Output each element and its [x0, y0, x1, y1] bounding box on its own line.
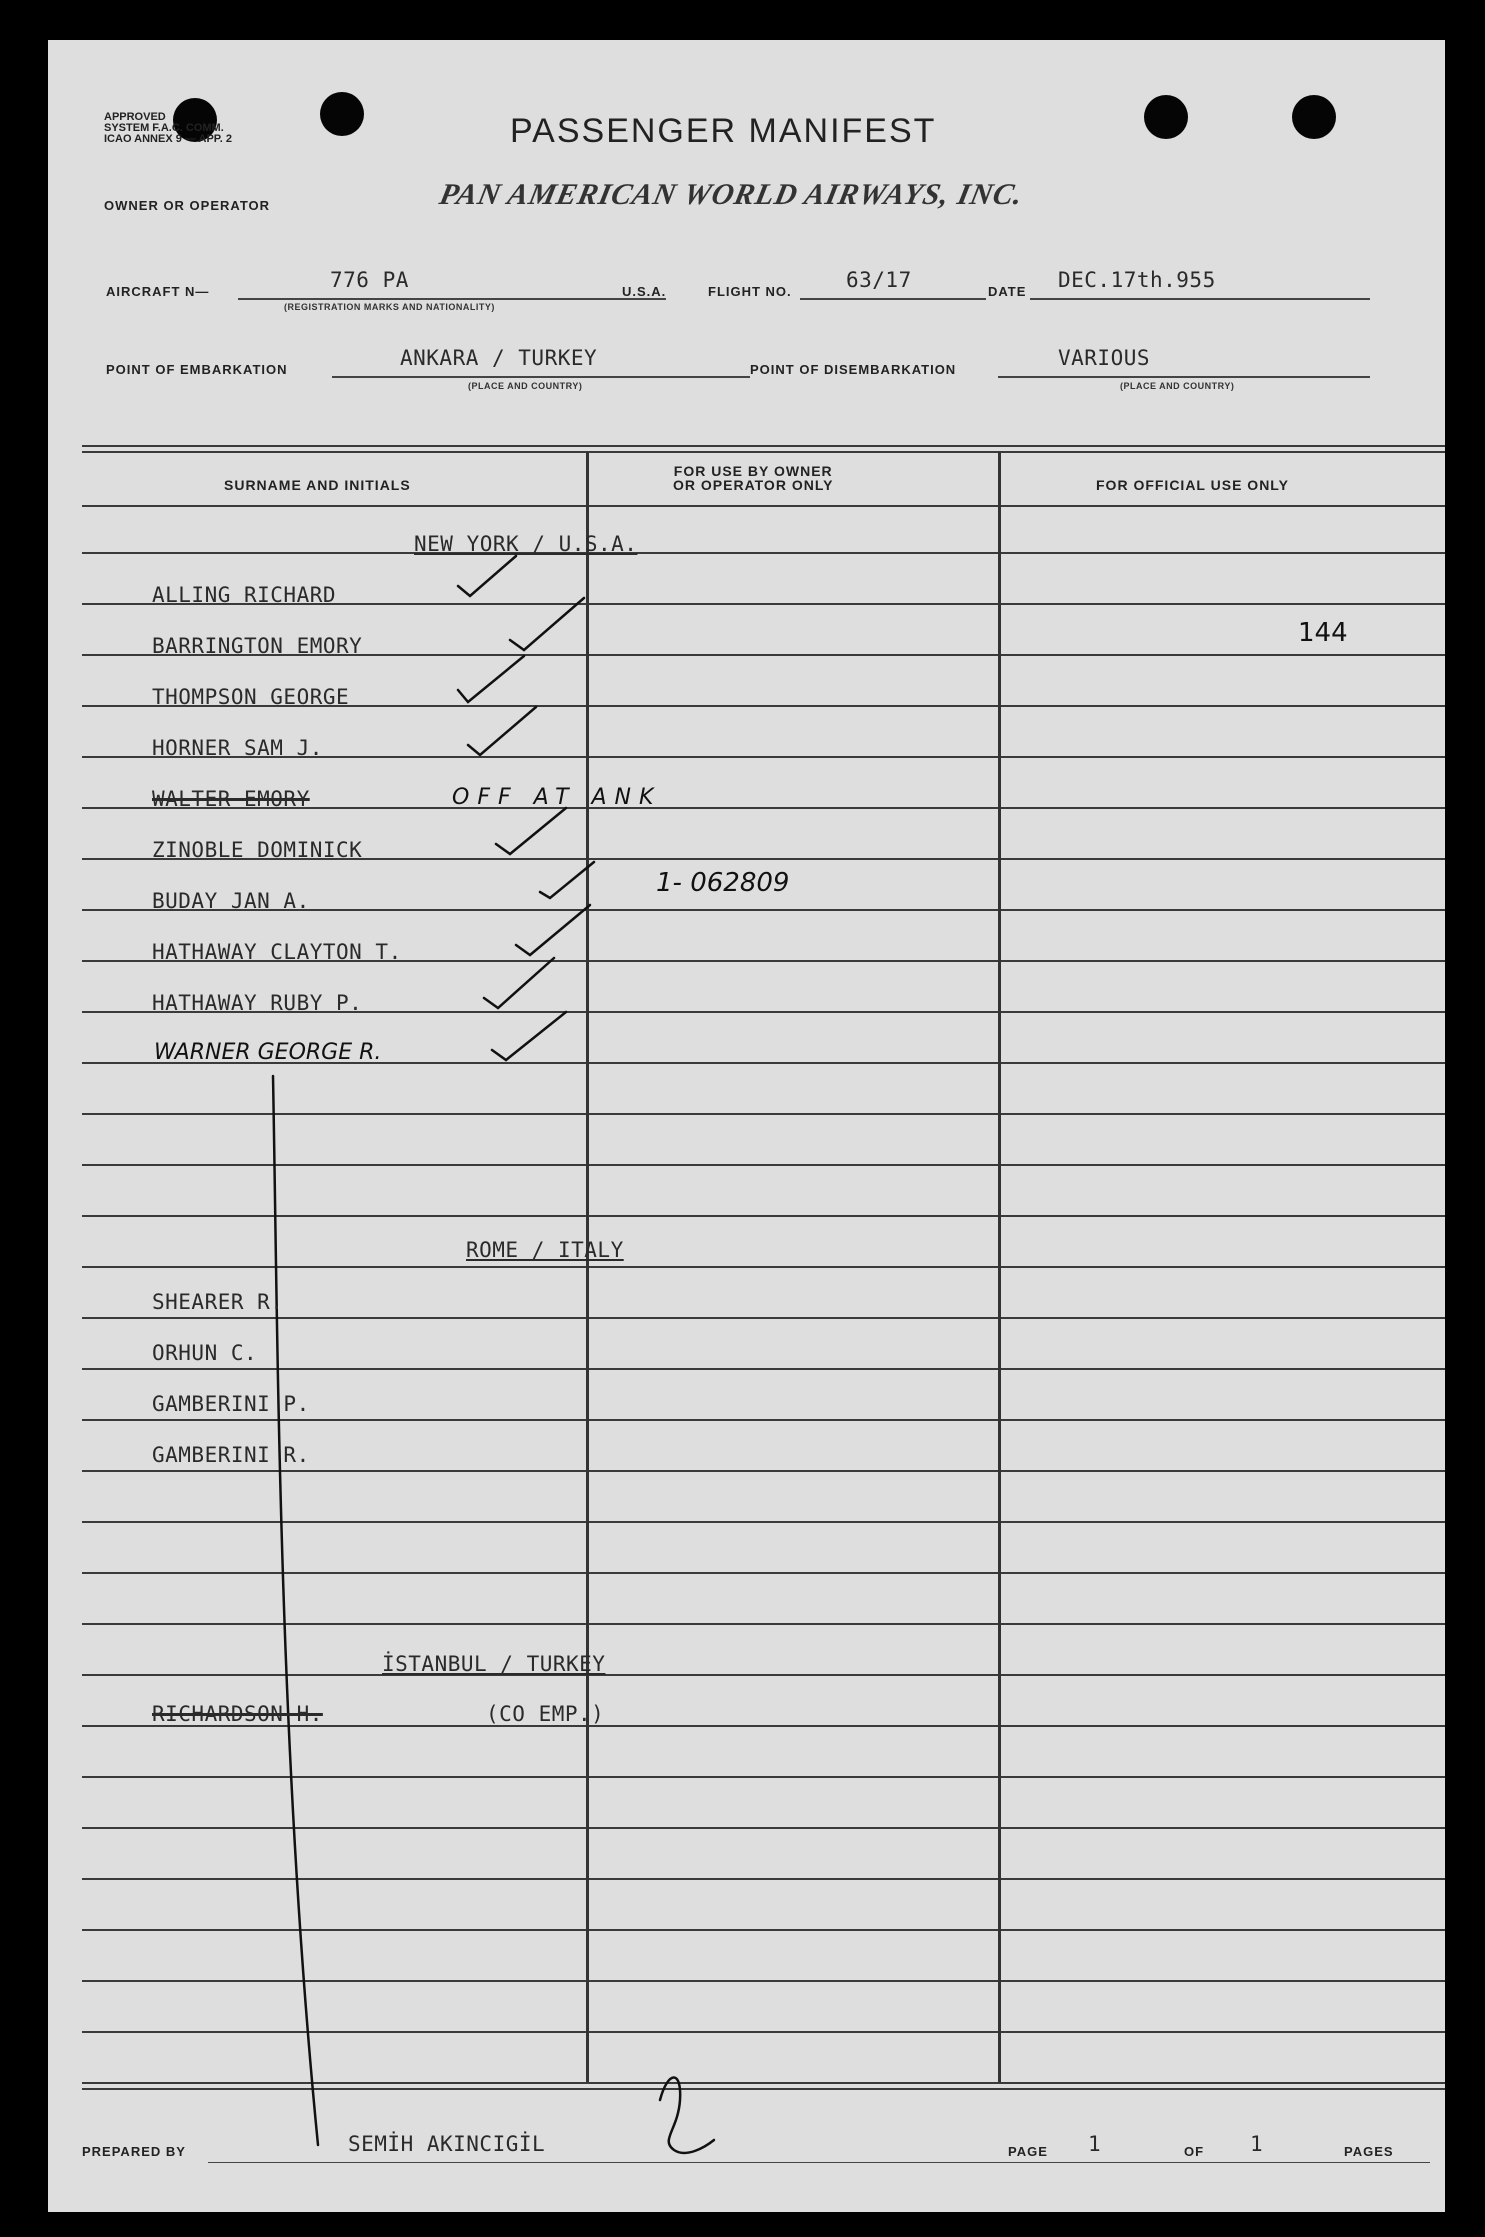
flight-label: FLIGHT NO. — [708, 284, 792, 299]
passenger-name: SHEARER R. — [152, 1290, 284, 1314]
passenger-name: GAMBERINI R. — [152, 1443, 310, 1467]
page-total: 1 — [1250, 2132, 1264, 2156]
stamp-line: SYSTEM F.A.C. COMM. — [104, 122, 224, 134]
ticket-number: 1- 062809 — [656, 868, 790, 898]
place-caption: (PLACE AND COUNTRY) — [468, 381, 583, 391]
prepared-by-value: SEMİH AKINCIGİL — [348, 2132, 546, 2156]
prepared-by-label: PREPARED BY — [82, 2144, 186, 2159]
owner-label: OWNER OR OPERATOR — [104, 198, 271, 213]
passenger-name: BARRINGTON EMORY — [152, 634, 363, 658]
place-caption-2: (PLACE AND COUNTRY) — [1120, 381, 1235, 391]
flight-number: 63/17 — [846, 268, 912, 292]
page-title: PASSENGER MANIFEST — [510, 112, 937, 150]
of-label: OF — [1184, 2144, 1205, 2159]
registration-caption: (REGISTRATION MARKS AND NATIONALITY) — [284, 302, 495, 312]
col-owner-header-line: FOR USE BY OWNER — [673, 463, 833, 479]
passenger-name: GAMBERINI P. — [152, 1392, 310, 1416]
passenger-name: HATHAWAY RUBY P. — [152, 991, 363, 1015]
col-official-header: FOR OFFICIAL USE ONLY — [1096, 477, 1289, 493]
passenger-name-handwritten: WARNER GEORGE R. — [154, 1040, 382, 1065]
pages-label: PAGES — [1344, 2144, 1394, 2159]
off-note: OFF AT ANK — [452, 785, 662, 810]
check-marks — [48, 40, 1445, 2212]
disembarkation-value: VARIOUS — [1058, 346, 1151, 370]
col-surname-header: SURNAME AND INITIALS — [224, 477, 411, 493]
co-emp-note: (CO EMP.) — [486, 1702, 605, 1726]
passenger-name: ALLING RICHARD — [152, 583, 337, 607]
embarkation-label: POINT OF EMBARKATION — [106, 362, 288, 377]
destination-heading: İSTANBUL / TURKEY — [382, 1652, 606, 1676]
page-label: PAGE — [1008, 2144, 1048, 2159]
passenger-name: RICHARDSON H. — [152, 1702, 323, 1726]
passenger-name: THOMPSON GEORGE — [152, 685, 350, 709]
passenger-name: ZINOBLE DOMINICK — [152, 838, 363, 862]
manifest-sheet — [48, 40, 1445, 2212]
destination-heading: NEW YORK / U.S.A. — [414, 532, 638, 556]
page-number: 1 — [1088, 2132, 1102, 2156]
official-count: 144 — [1298, 618, 1348, 648]
destination-heading: ROME / ITALY — [466, 1238, 624, 1262]
aircraft-label: AIRCRAFT N— — [106, 284, 210, 299]
stamp-line: APPROVED — [104, 111, 166, 123]
passenger-name: ORHUN C. — [152, 1341, 258, 1365]
company-name: PAN AMERICAN WORLD AIRWAYS, INC. — [436, 178, 1027, 211]
usa-label: U.S.A. — [622, 284, 667, 299]
passenger-name: HORNER SAM J. — [152, 736, 323, 760]
embarkation-value: ANKARA / TURKEY — [400, 346, 598, 370]
passenger-name: BUDAY JAN A. — [152, 889, 310, 913]
aircraft-value: 776 PA — [330, 268, 409, 292]
stamp-line: ICAO ANNEX 9 — APP. 2 — [104, 133, 232, 145]
flight-date: DEC.17th.955 — [1058, 268, 1216, 292]
col-owner-header-line: OR OPERATOR ONLY — [673, 477, 834, 493]
passenger-name: HATHAWAY CLAYTON T. — [152, 940, 402, 964]
date-label: DATE — [988, 284, 1027, 299]
passenger-name-struck: WALTER EMORY — [152, 787, 310, 811]
disembarkation-label: POINT OF DISEMBARKATION — [750, 362, 957, 377]
